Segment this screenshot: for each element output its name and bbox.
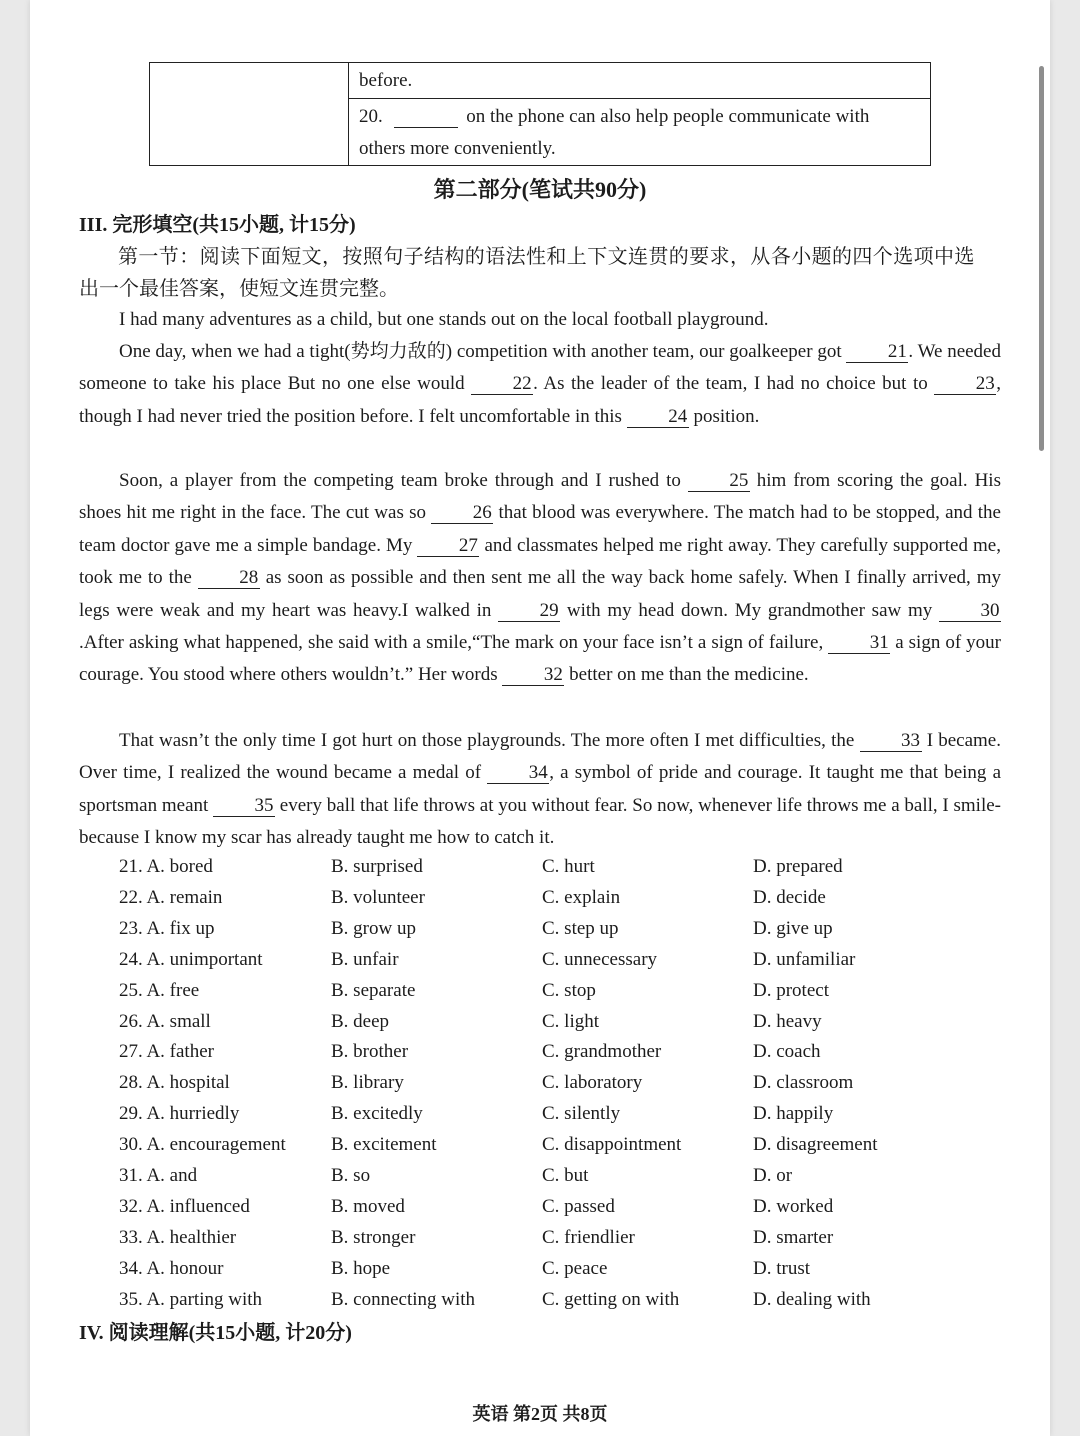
option-text: 31. A. and [119, 1165, 198, 1186]
passage-text: Soon, a player from the competing team broke through and I rushed to [119, 470, 688, 491]
option-row [119, 1099, 979, 1129]
question-text: on the phone can also help people communicate with [466, 106, 870, 127]
option-text: 32. A. influenced [119, 1195, 250, 1217]
blank-number: 23 [934, 374, 996, 395]
blank-number: 28 [198, 568, 260, 589]
passage-text: One day, when we had a tight(势均力敌的) competition with another team, our goalkeeper got [119, 341, 847, 362]
section-title: IV. 阅读理解(共15小题, 计20分) [79, 1322, 352, 1344]
option-text: D. classroom [753, 1072, 854, 1094]
option-text: 27. A. father [119, 1041, 214, 1063]
table-row-text: before. [359, 70, 413, 91]
option-text: 30. A. encouragement [119, 1134, 286, 1156]
part-title: 第二部分(笔试共90分) [433, 177, 647, 202]
option-text: B. so [331, 1165, 371, 1186]
option-text: D. happily [753, 1103, 834, 1125]
option-text: B. stronger [331, 1226, 416, 1248]
option-text: B. excitedly [331, 1103, 423, 1125]
passage-paragraph: I had many adventures as a child, but one stands out on the local football playground. [119, 309, 769, 330]
instruction-line: 第一节：阅读下面短文，按照句子结构的语法性和上下文连贯的要求，从各小题的四个选项中选 [118, 246, 975, 268]
page-footer: 英语 第2页 共8页 [472, 1404, 608, 1424]
option-row [119, 914, 979, 944]
option-text: C. unnecessary [542, 948, 658, 970]
option-text: B. library [331, 1072, 404, 1094]
option-text: B. excitement [331, 1134, 437, 1156]
option-text: C. step up [542, 917, 619, 939]
option-text: D. decide [753, 886, 826, 908]
option-text: B. moved [331, 1195, 405, 1217]
section-title: III. 完形填空(共15小题, 计15分) [79, 214, 356, 236]
option-text: C. laboratory [542, 1072, 643, 1094]
passage-text: position. [688, 405, 760, 427]
passage-text: , a symbol of pride and courage. It taught me that being a sportsman meant [79, 762, 1001, 816]
passage-text: with my head down. My grandmother saw my [560, 599, 939, 621]
blank-number: 24 [627, 407, 689, 428]
option-text: B. connecting with [331, 1288, 476, 1310]
option-row [119, 1223, 979, 1253]
option-text: B. volunteer [331, 886, 425, 908]
passage-text: as soon as possible and then sent me all the way back home safely. When I finally arrived, my legs were weak and my heart was heavy.I walked in [79, 567, 1001, 621]
option-text: C. peace [542, 1257, 608, 1279]
option-row [119, 1254, 979, 1284]
option-row [119, 1037, 979, 1067]
option-text: C. disappointment [542, 1134, 682, 1156]
option-row [119, 1068, 979, 1098]
option-row [119, 1007, 979, 1037]
instruction-line: 出一个最佳答案，使短文连贯完整。 [79, 278, 399, 300]
blank-number: 32 [502, 665, 564, 686]
passage-text: .After asking what happened, she said with a smile,“The mark on your face isn’t a sign of failure, [79, 632, 829, 654]
blank-number: 29 [498, 601, 560, 622]
option-row [119, 976, 979, 1006]
passage-text: That wasn’t the only time I got hurt on those playgrounds. The more often I met difficulties, the [119, 730, 860, 751]
passage-text: a sign of your courage. You stood where others wouldn’t.” Her words [79, 632, 1001, 686]
option-text: C. hurt [542, 856, 595, 877]
option-text: B. separate [331, 979, 416, 1001]
option-text: 24. A. unimportant [119, 948, 263, 970]
option-text: D. heavy [753, 1010, 822, 1032]
option-text: 33. A. healthier [119, 1226, 237, 1248]
blank-number: 31 [828, 633, 890, 654]
blank-number: 26 [431, 503, 493, 524]
option-text: C. but [542, 1165, 589, 1186]
option-row [119, 1161, 979, 1191]
option-row [119, 1192, 979, 1222]
passage-paragraph [79, 336, 1001, 433]
table-divider [348, 98, 930, 99]
option-text: D. dealing with [753, 1288, 871, 1310]
option-text: B. hope [331, 1257, 391, 1279]
answer-blank [394, 107, 458, 128]
option-row [119, 1130, 979, 1160]
blank-number: 27 [417, 536, 479, 557]
option-text: C. getting on with [542, 1288, 680, 1310]
option-row [119, 883, 979, 913]
blank-number: 21 [846, 342, 908, 363]
option-text: D. smarter [753, 1226, 834, 1248]
passage-text: him from scoring the goal. His shoes hit me right in the face. The cut was so [79, 470, 1001, 524]
option-text: D. or [753, 1165, 793, 1186]
passage-text: better on me than the medicine. [564, 664, 809, 686]
option-text: C. friendlier [542, 1226, 635, 1248]
option-text: B. surprised [331, 856, 423, 877]
blank-number: 33 [860, 731, 922, 752]
scrollbar[interactable] [1039, 66, 1044, 451]
option-text: 21. A. bored [119, 856, 213, 877]
option-text: C. explain [542, 886, 621, 908]
option-text: D. unfamiliar [753, 948, 856, 970]
option-text: 29. A. hurriedly [119, 1103, 240, 1125]
option-text: D. protect [753, 979, 829, 1001]
blank-number: 34 [487, 763, 549, 784]
option-text: 22. A. remain [119, 886, 223, 908]
passage-text: every ball that life throws at you without fear. So now, whenever life throws me a ball, I smile- because I know my scar has already taught me how to catch it. [79, 794, 1001, 849]
option-text: D. trust [753, 1257, 810, 1279]
table-row-text: others more conveniently. [359, 138, 556, 159]
passage-paragraph [79, 725, 1001, 855]
question-number: 20. [359, 106, 383, 127]
blank-number: 22 [471, 374, 533, 395]
option-row [119, 945, 979, 975]
blank-number: 25 [688, 471, 750, 492]
passage-text: . As the leader of the team, I had no choice but to [533, 373, 935, 395]
option-text: D. prepared [753, 856, 843, 877]
option-text: 35. A. parting with [119, 1288, 263, 1310]
passage-text: . We needed someone to take his place But no one else would [79, 341, 1001, 395]
option-text: D. disagreement [753, 1134, 878, 1156]
passage-text: , though I had never tried the position before. I felt uncomfortable in this [79, 373, 1002, 427]
option-text: 23. A. fix up [119, 917, 215, 939]
passage-text: that blood was everywhere. The match had to be stopped, and the team doctor gave me a simple bandage. My [79, 502, 1001, 556]
option-text: C. light [542, 1010, 600, 1032]
option-text: 34. A. honour [119, 1257, 224, 1279]
blank-number: 35 [213, 796, 275, 817]
option-row [119, 1285, 979, 1315]
option-text: 28. A. hospital [119, 1072, 230, 1094]
option-text: B. deep [331, 1010, 390, 1032]
option-text: B. brother [331, 1041, 409, 1063]
option-text: 25. A. free [119, 979, 200, 1001]
option-text: D. coach [753, 1041, 821, 1063]
passage-text: I became. Over time, I realized the wound became a medal of [79, 730, 1001, 784]
blank-number: 30 [939, 601, 1001, 622]
passage-paragraph [79, 465, 1001, 692]
passage-text: and classmates helped me right away. They carefully supported me, took me to the [79, 534, 1001, 589]
table-row-text [359, 106, 869, 128]
option-text: C. passed [542, 1195, 615, 1217]
option-text: D. worked [753, 1195, 834, 1217]
option-text: C. grandmother [542, 1041, 662, 1063]
table-divider [348, 63, 349, 165]
option-text: B. unfair [331, 948, 399, 970]
option-text: C. silently [542, 1103, 621, 1125]
option-row [119, 852, 979, 882]
option-text: 26. A. small [119, 1010, 211, 1032]
option-text: B. grow up [331, 917, 416, 939]
option-text: D. give up [753, 917, 833, 939]
option-text: C. stop [542, 979, 596, 1001]
